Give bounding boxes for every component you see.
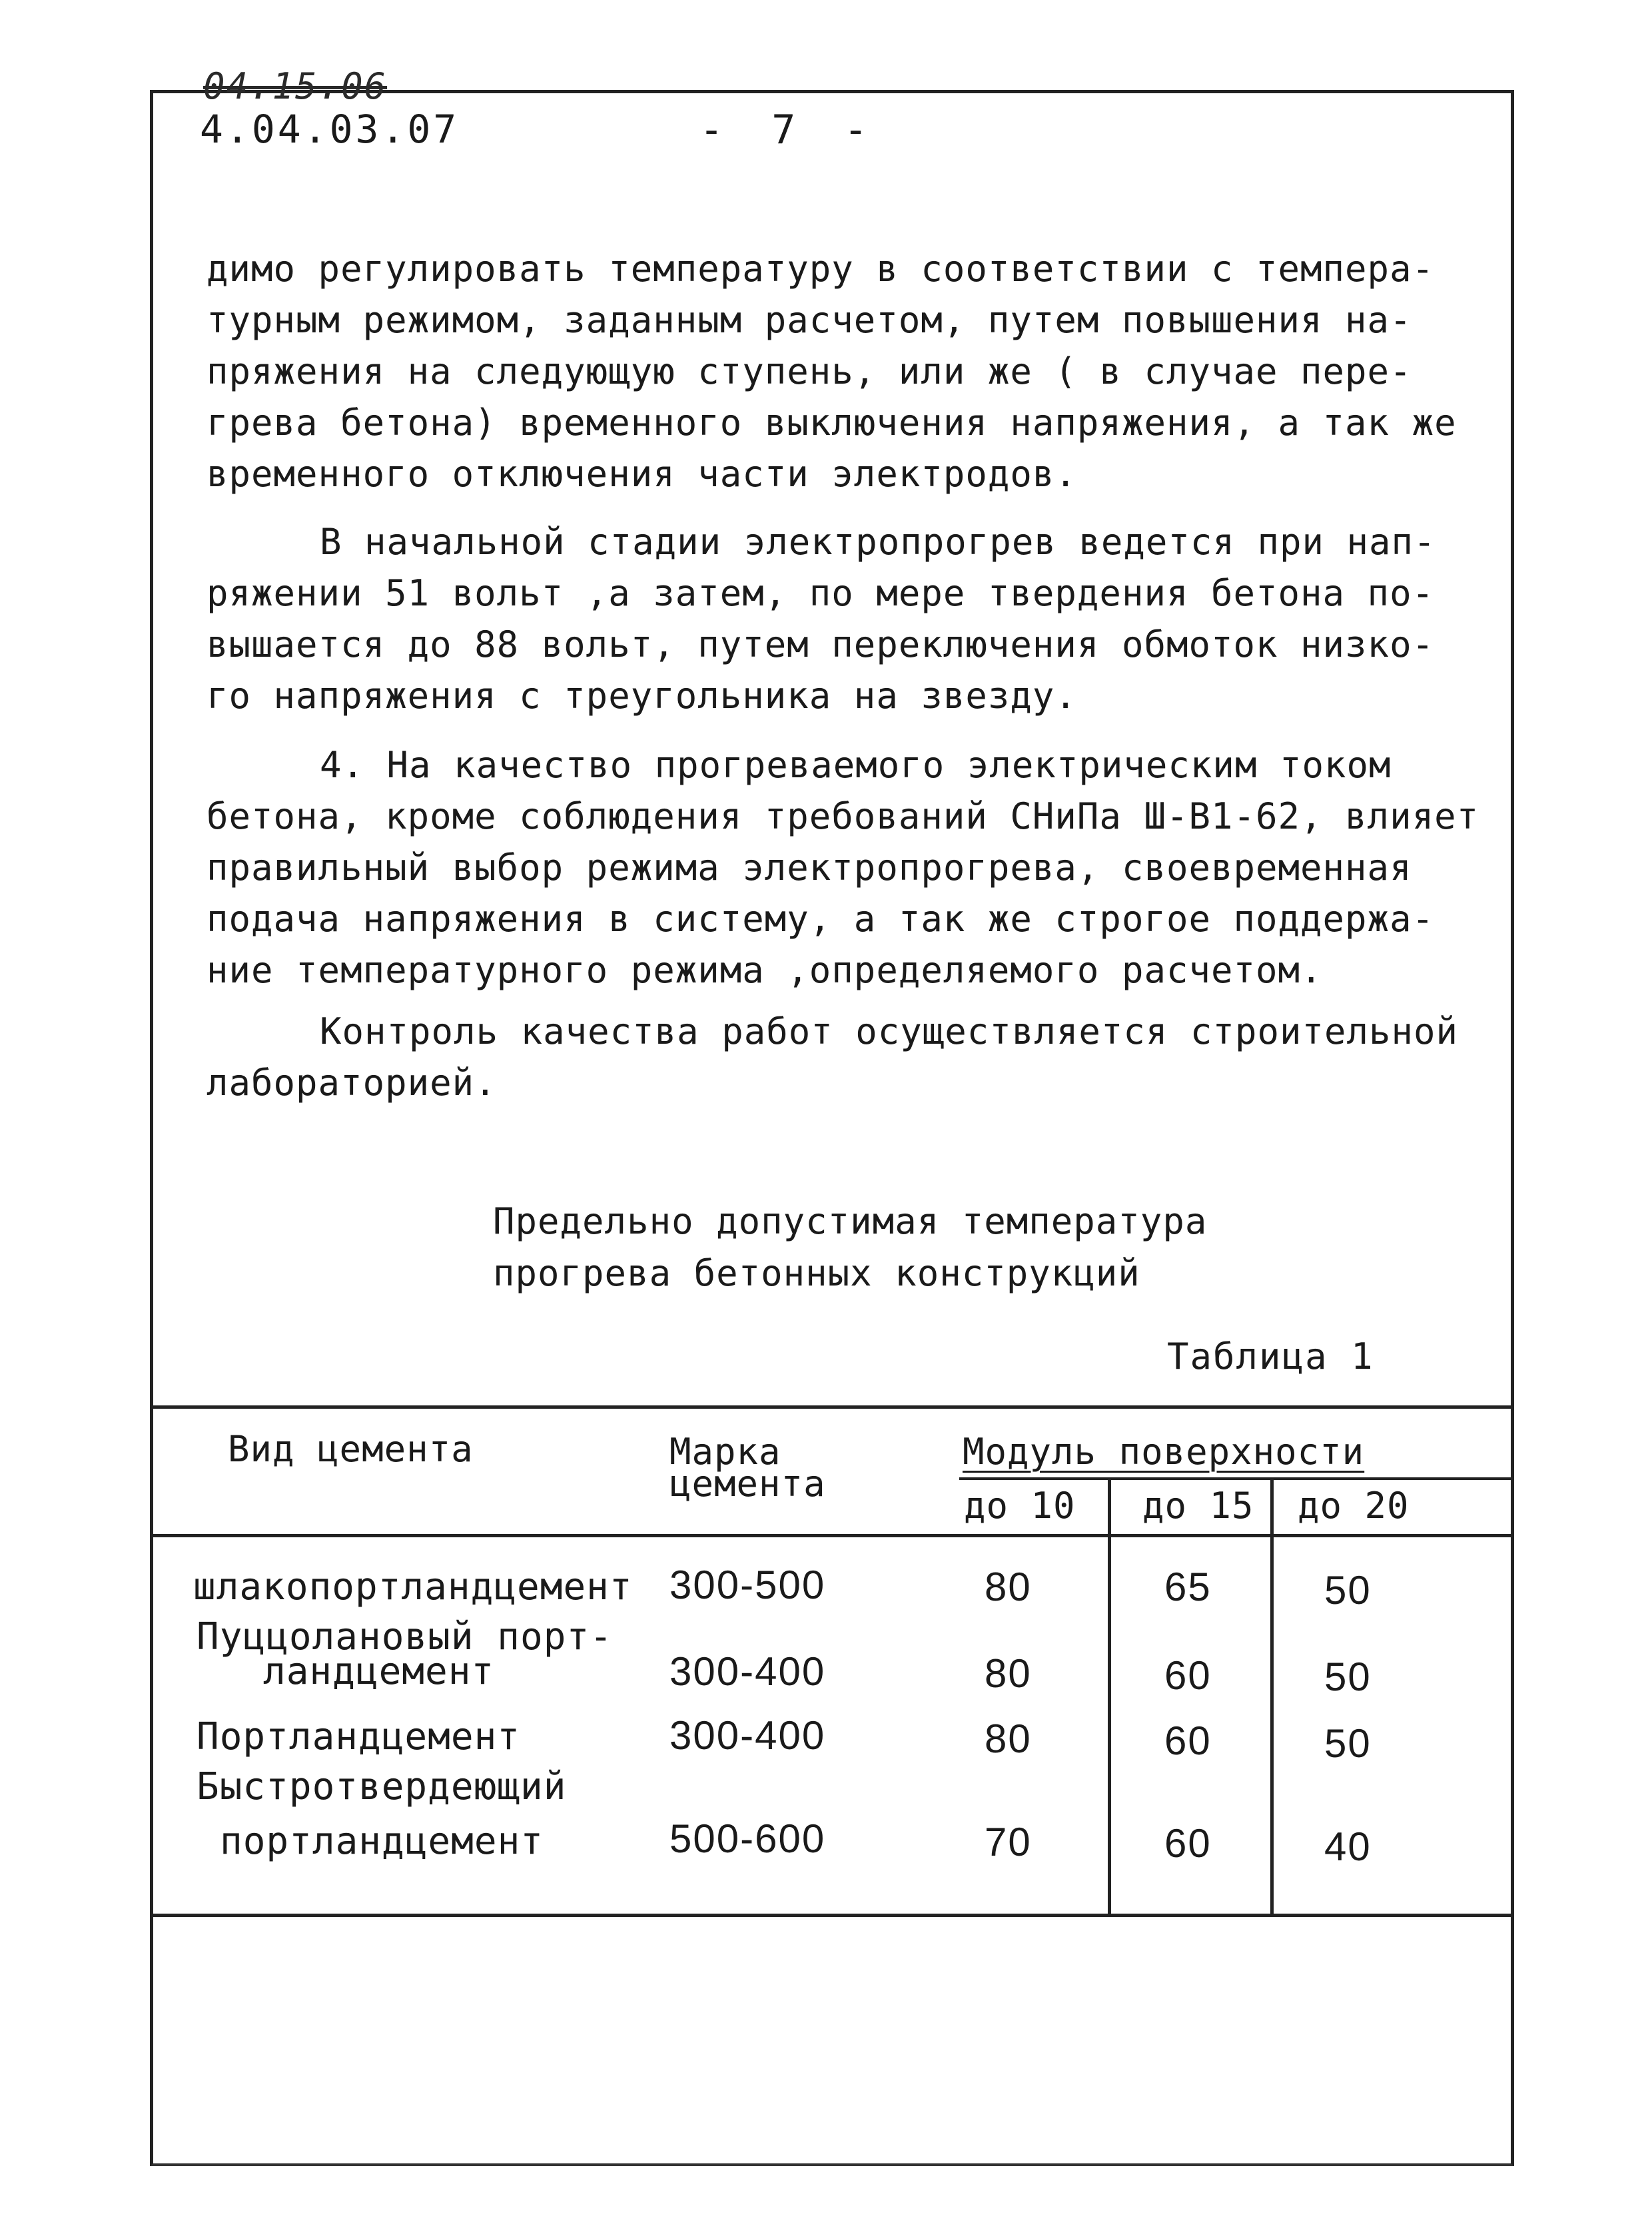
header-cement-type: Вид цемента: [228, 1428, 474, 1470]
cell-cement-type: портландцемент: [220, 1820, 544, 1863]
text-line: подача напряжения в систему, а так же строгое поддержа-: [206, 898, 1435, 940]
text-line: 4. На качество прогреваемого электрическим током: [320, 744, 1392, 786]
header-cement-grade: цемента: [669, 1463, 826, 1505]
text-line: турным режимом, заданным расчетом, путем повышения на-: [206, 299, 1412, 341]
cell-modulus-15: 65: [1164, 1565, 1212, 1609]
cell-modulus-10: 70: [985, 1820, 1032, 1864]
cell-modulus-15: 60: [1164, 1821, 1212, 1866]
cell-modulus-20: 50: [1324, 1655, 1372, 1699]
header-modulus-10: до 10: [964, 1485, 1076, 1527]
paragraph-3: [206, 739, 1479, 996]
cell-modulus-20: 50: [1324, 1721, 1372, 1766]
cell-cement-type: Портландцемент: [197, 1715, 521, 1758]
cell-cement-grade: 300-400: [669, 1713, 826, 1758]
cell-cement-type: Быстротвердеющий: [197, 1765, 567, 1808]
paragraph-1: [206, 243, 1472, 500]
header-cement-grade: Марка: [669, 1431, 781, 1473]
table-number: Таблица 1: [1167, 1335, 1374, 1377]
cell-cement-grade: 500-600: [669, 1816, 826, 1861]
column-divider: [1108, 1479, 1111, 1915]
table-caption-line: Предельно допустимая температура: [493, 1200, 1208, 1242]
cell-modulus-20: 50: [1324, 1568, 1372, 1613]
text-line: правильный выбор режима электропрогрева, своевременная: [206, 847, 1412, 889]
table-caption: [493, 1196, 1207, 1300]
column-divider: [1270, 1479, 1274, 1915]
text-line: димо регулировать температуру в соответствии с темпера-: [206, 248, 1435, 290]
cell-cement-type: Пуццолановый порт-: [197, 1615, 613, 1659]
paragraph-2: [206, 516, 1472, 721]
text-line: ние температурного режима ,определяемого расчетом.: [206, 949, 1323, 991]
text-line: временного отключения части электродов.: [206, 453, 1077, 495]
cell-modulus-15: 60: [1164, 1653, 1212, 1698]
paragraph-4: [206, 1006, 1472, 1108]
text-line: лабораторией.: [206, 1062, 497, 1104]
page-number: - 7 -: [699, 107, 880, 153]
text-line: В начальной стадии электропрогрев ведется при нап-: [320, 521, 1436, 563]
table-bottom-rule: [150, 1914, 1511, 1917]
table-subheader-rule: [959, 1477, 1511, 1480]
text-line: вышается до 88 вольт, путем переключения обмоток низко-: [206, 623, 1435, 665]
table-header-rule: [150, 1534, 1511, 1537]
cell-modulus-10: 80: [985, 1651, 1032, 1696]
header-modulus-20: до 20: [1298, 1485, 1410, 1527]
cell-cement-grade: 300-500: [669, 1563, 826, 1607]
cell-modulus-20: 40: [1324, 1824, 1372, 1869]
text-line: го напряжения с треугольника на звезду.: [206, 675, 1077, 717]
table-top-rule: [150, 1405, 1511, 1409]
text-line: ряжении 51 вольт ,а затем, по мере твердения бетона по-: [206, 572, 1435, 614]
text-line: пряжения на следующую ступень, или же ( в случае пере-: [206, 350, 1412, 392]
cell-cement-grade: 300-400: [669, 1649, 826, 1694]
cell-cement-type: шлакопортландцемент: [193, 1565, 633, 1609]
cell-cement-type: ландцемент: [263, 1650, 495, 1693]
text-line: Контроль качества работ осуществляется строительной: [320, 1010, 1459, 1052]
text-line: бетона, кроме соблюдения требований СНиПа Ш-В1-62, влияет: [206, 795, 1479, 837]
cell-modulus-15: 60: [1164, 1718, 1212, 1763]
table-caption-line: прогрева бетонных конструкций: [493, 1252, 1140, 1294]
cell-modulus-10: 80: [985, 1716, 1032, 1761]
cell-modulus-10: 80: [985, 1565, 1032, 1609]
header-surface-modulus: Модуль поверхности: [963, 1431, 1365, 1473]
crossed-document-code: 04.15.06: [203, 65, 388, 107]
document-code: 4.04.03.07: [200, 107, 460, 152]
text-line: грева бетона) временного выключения напряжения, а так же: [206, 402, 1457, 444]
header-modulus-15: до 15: [1142, 1485, 1254, 1527]
